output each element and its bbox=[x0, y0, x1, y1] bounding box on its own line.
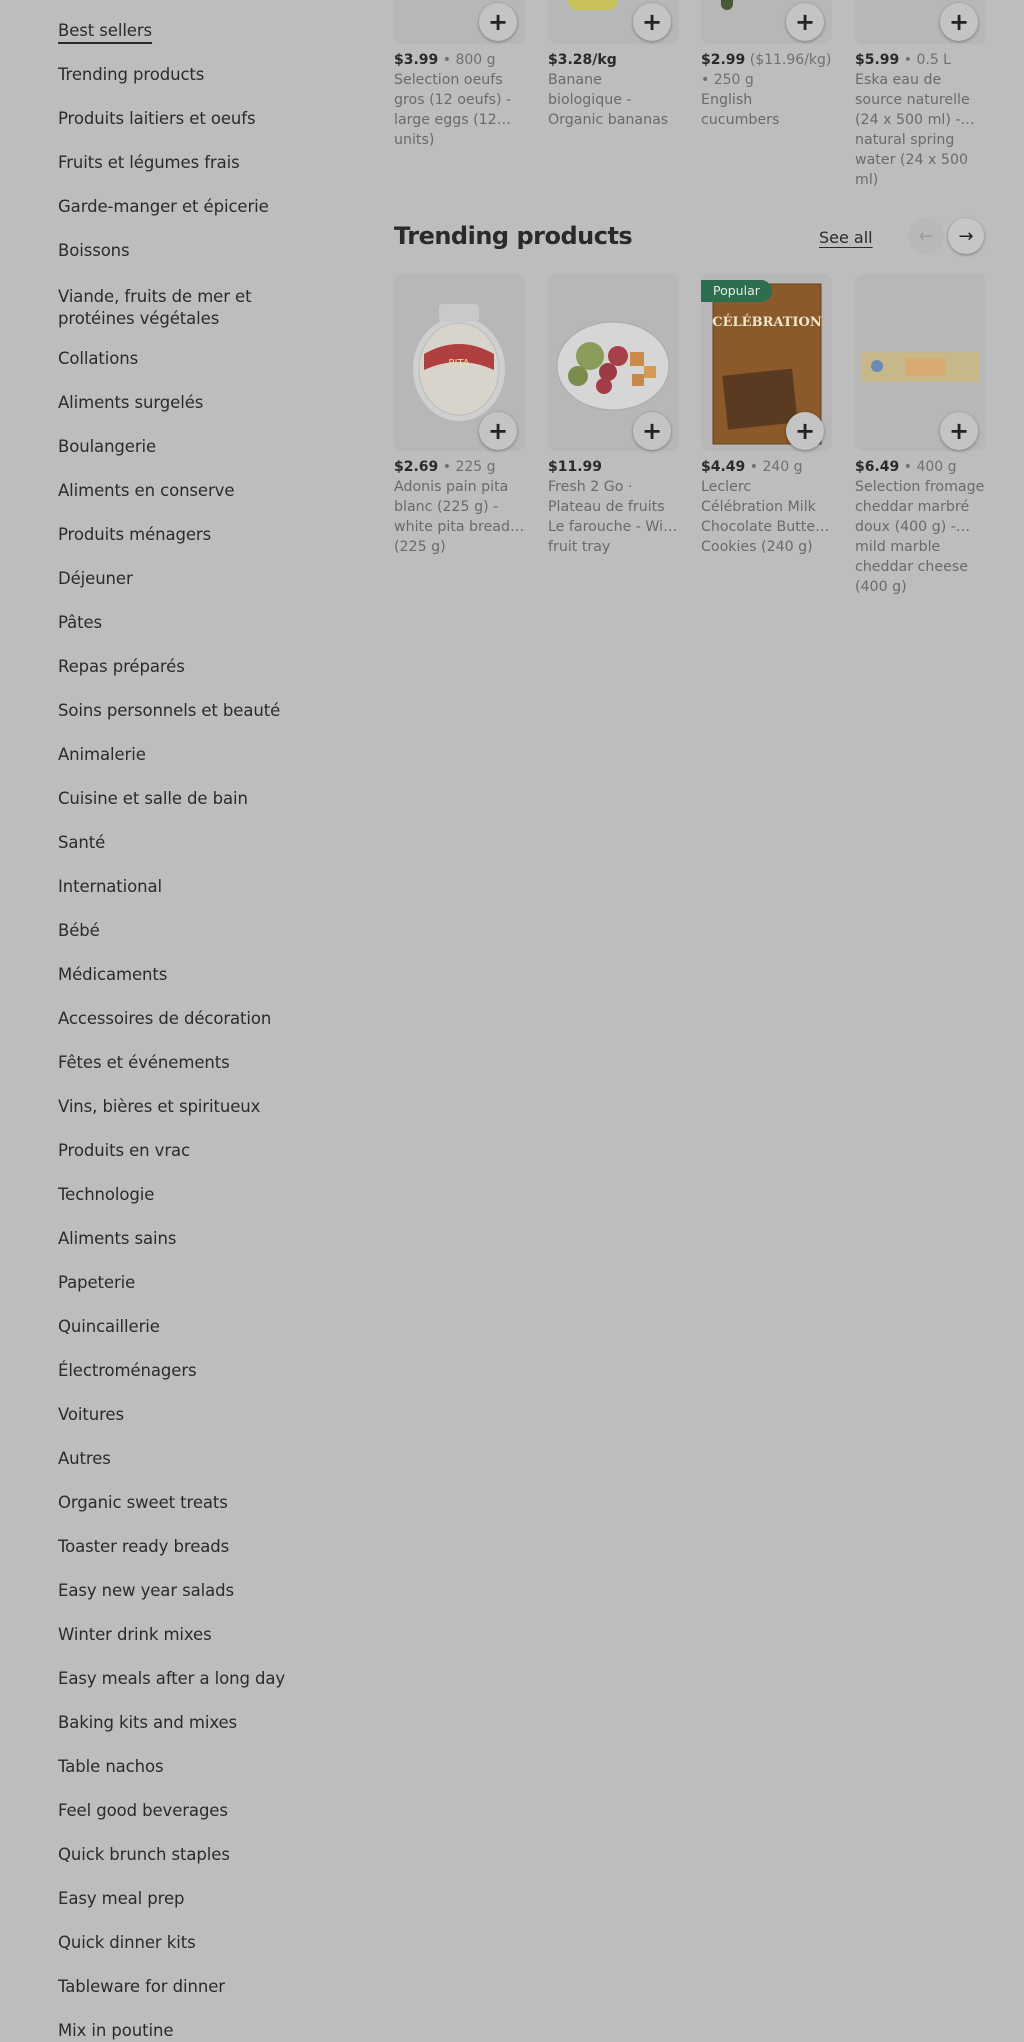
plus-icon: + bbox=[487, 8, 509, 36]
plus-icon: + bbox=[794, 417, 816, 445]
sidebar-item[interactable]: Quick dinner kits bbox=[58, 1933, 196, 1952]
product-price: $3.99 bbox=[394, 52, 439, 68]
carousel-prev-button[interactable] bbox=[908, 218, 944, 254]
sidebar-item[interactable]: Boulangerie bbox=[58, 437, 157, 456]
sidebar-item[interactable]: Électroménagers bbox=[58, 1361, 197, 1380]
sidebar-item[interactable]: Repas préparés bbox=[58, 657, 185, 676]
product-image[interactable] bbox=[394, 274, 525, 451]
product-unit: 400 g bbox=[916, 459, 957, 475]
product-image[interactable] bbox=[548, 0, 679, 44]
sidebar-item[interactable]: Mix in poutine bbox=[58, 2021, 174, 2040]
sidebar-item[interactable]: Quincaillerie bbox=[58, 1317, 160, 1336]
plus-icon: + bbox=[641, 417, 663, 445]
product-card[interactable] bbox=[548, 274, 679, 555]
sidebar-item[interactable]: Aliments sains bbox=[58, 1229, 177, 1248]
product-price-line bbox=[701, 457, 832, 477]
product-unit: 0.5 L bbox=[916, 52, 951, 68]
sidebar-item[interactable]: International bbox=[58, 877, 163, 896]
sidebar-item[interactable]: Cuisine et salle de bain bbox=[58, 789, 248, 808]
product-image[interactable] bbox=[548, 274, 679, 451]
product-unit: ($11.96/kg) • 250 g bbox=[701, 52, 832, 88]
product-card[interactable] bbox=[855, 274, 986, 595]
product-name[interactable]: Leclerc Célébration Milk Chocolate Butter Cookies (240 g) bbox=[701, 479, 821, 555]
sidebar-item[interactable]: Autres bbox=[58, 1449, 111, 1468]
sidebar-item[interactable]: Fêtes et événements bbox=[58, 1053, 230, 1072]
sidebar-item[interactable]: Produits en vrac bbox=[58, 1141, 190, 1160]
add-to-cart-button[interactable] bbox=[479, 412, 517, 450]
product-price: $4.49 bbox=[701, 459, 746, 475]
sidebar-item[interactable]: Animalerie bbox=[58, 745, 146, 764]
sidebar-item[interactable]: Papeterie bbox=[58, 1273, 136, 1292]
sidebar-item[interactable]: Technologie bbox=[58, 1185, 155, 1204]
carousel-next-button[interactable] bbox=[948, 218, 984, 254]
product-card[interactable] bbox=[394, 0, 525, 148]
popular-badge: Popular bbox=[701, 280, 772, 302]
product-price: $3.28/kg bbox=[548, 52, 617, 68]
product-name[interactable]: English cucumbers bbox=[701, 92, 780, 128]
product-name[interactable]: Fresh 2 Go · Plateau de fruits Le farouche - Wild fruit tray bbox=[548, 479, 677, 555]
sidebar-item[interactable]: Easy meals after a long day bbox=[58, 1669, 286, 1688]
sidebar-item[interactable]: Boissons bbox=[58, 241, 130, 260]
product-price: $2.69 bbox=[394, 459, 439, 475]
sidebar-item[interactable]: Garde-manger et épicerie bbox=[58, 197, 269, 216]
plus-icon: + bbox=[487, 417, 509, 445]
product-card[interactable] bbox=[394, 274, 525, 555]
plus-icon: + bbox=[948, 8, 970, 36]
product-card[interactable] bbox=[701, 274, 832, 555]
sidebar-item[interactable]: Trending products bbox=[58, 65, 205, 84]
product-price-line bbox=[394, 457, 525, 477]
sidebar-item[interactable]: Baking kits and mixes bbox=[58, 1713, 238, 1732]
product-unit: 225 g bbox=[455, 459, 496, 475]
sidebar-item[interactable]: Vins, bières et spiritueux bbox=[58, 1097, 261, 1116]
banana-image-fragment bbox=[568, 0, 618, 10]
product-name[interactable]: Banane biologique - Organic bananas bbox=[548, 72, 669, 128]
separator-dot: • bbox=[745, 459, 763, 475]
sidebar-item[interactable]: Médicaments bbox=[58, 965, 168, 984]
sidebar-item[interactable]: Pâtes bbox=[58, 613, 103, 632]
sidebar-item[interactable]: Tableware for dinner bbox=[58, 1977, 225, 1996]
sidebar-item[interactable]: Bébé bbox=[58, 921, 100, 940]
sidebar-item[interactable]: Winter drink mixes bbox=[58, 1625, 212, 1644]
product-image[interactable] bbox=[855, 274, 986, 451]
product-price-line bbox=[855, 50, 986, 70]
sidebar-item[interactable]: Santé bbox=[58, 833, 106, 852]
sidebar-item[interactable]: Viande, fruits de mer et protéines végétales bbox=[58, 287, 252, 328]
sidebar-item[interactable]: Feel good beverages bbox=[58, 1801, 228, 1820]
sidebar-item[interactable]: Aliments en conserve bbox=[58, 481, 235, 500]
separator-dot: • bbox=[438, 459, 456, 475]
sidebar-item[interactable]: Produits laitiers et oeufs bbox=[58, 109, 256, 128]
sidebar-item[interactable]: Easy new year salads bbox=[58, 1581, 235, 1600]
product-image[interactable] bbox=[701, 274, 832, 451]
add-to-cart-button[interactable] bbox=[786, 3, 824, 41]
product-card[interactable] bbox=[855, 0, 986, 188]
plus-icon: + bbox=[948, 417, 970, 445]
product-name[interactable]: Eska eau de source naturelle (24 x 500 ml) - natural spring water (24 x 500 ml) bbox=[855, 72, 970, 188]
sidebar-item[interactable]: Toaster ready breads bbox=[58, 1537, 230, 1556]
sidebar-item[interactable]: Fruits et légumes frais bbox=[58, 153, 240, 172]
product-price-line bbox=[548, 457, 679, 477]
product-price: $5.99 bbox=[855, 52, 900, 68]
separator-dot: • bbox=[899, 52, 917, 68]
sidebar-item[interactable]: Easy meal prep bbox=[58, 1889, 185, 1908]
sidebar-item[interactable]: Table nachos bbox=[58, 1757, 164, 1776]
add-to-cart-button[interactable] bbox=[940, 412, 978, 450]
add-to-cart-button[interactable] bbox=[633, 412, 671, 450]
cucumber-image-fragment bbox=[721, 0, 733, 10]
product-image[interactable] bbox=[701, 0, 832, 44]
plus-icon: + bbox=[794, 8, 816, 36]
svg-text:PITA: PITA bbox=[448, 358, 470, 369]
separator-dot: • bbox=[438, 52, 456, 68]
product-price: $11.99 bbox=[548, 459, 603, 475]
sidebar-item[interactable]: Best sellers bbox=[58, 21, 153, 40]
product-card[interactable] bbox=[548, 0, 679, 130]
product-name[interactable]: Selection oeufs gros (12 oeufs) - large eggs (12 units) bbox=[394, 72, 512, 148]
add-to-cart-button[interactable] bbox=[633, 3, 671, 41]
product-name[interactable]: Selection fromage cheddar marbré doux (400 g) - mild marble cheddar cheese (400 g) bbox=[855, 479, 985, 595]
product-unit: 800 g bbox=[455, 52, 496, 68]
plus-icon: + bbox=[641, 8, 663, 36]
separator-dot: • bbox=[899, 459, 917, 475]
product-price-line bbox=[855, 457, 986, 477]
svg-text:CÉLÉBRATION: CÉLÉBRATION bbox=[712, 315, 822, 330]
sidebar-item[interactable]: Soins personnels et beauté bbox=[58, 701, 281, 720]
product-price: $6.49 bbox=[855, 459, 900, 475]
sidebar-item[interactable]: Aliments surgelés bbox=[58, 393, 204, 412]
product-name[interactable]: Adonis pain pita blanc (225 g) - white pita bread (225 g) bbox=[394, 479, 511, 555]
product-unit: 240 g bbox=[762, 459, 803, 475]
sidebar-item[interactable]: Accessoires de décoration bbox=[58, 1009, 272, 1028]
sidebar-item[interactable]: Collations bbox=[58, 349, 139, 368]
product-price-line bbox=[548, 50, 679, 70]
add-to-cart-button[interactable] bbox=[786, 412, 824, 450]
arrow-left-icon: ← bbox=[918, 225, 934, 247]
trending-section-title: Trending products bbox=[394, 222, 633, 250]
product-price-line bbox=[394, 50, 525, 70]
sidebar-item[interactable]: Produits ménagers bbox=[58, 525, 212, 544]
product-image[interactable] bbox=[855, 0, 986, 44]
sidebar-item[interactable]: Déjeuner bbox=[58, 569, 133, 588]
product-image[interactable] bbox=[394, 0, 525, 44]
sidebar-item[interactable]: Quick brunch staples bbox=[58, 1845, 230, 1864]
see-all-link[interactable]: See all bbox=[819, 228, 873, 247]
product-card[interactable] bbox=[701, 0, 832, 130]
sidebar-item[interactable]: Voitures bbox=[58, 1405, 124, 1424]
product-price: $2.99 bbox=[701, 52, 746, 68]
add-to-cart-button[interactable] bbox=[940, 3, 978, 41]
arrow-right-icon: → bbox=[958, 225, 974, 247]
sidebar-item[interactable]: Organic sweet treats bbox=[58, 1493, 228, 1512]
product-price-line bbox=[701, 50, 832, 90]
add-to-cart-button[interactable] bbox=[479, 3, 517, 41]
